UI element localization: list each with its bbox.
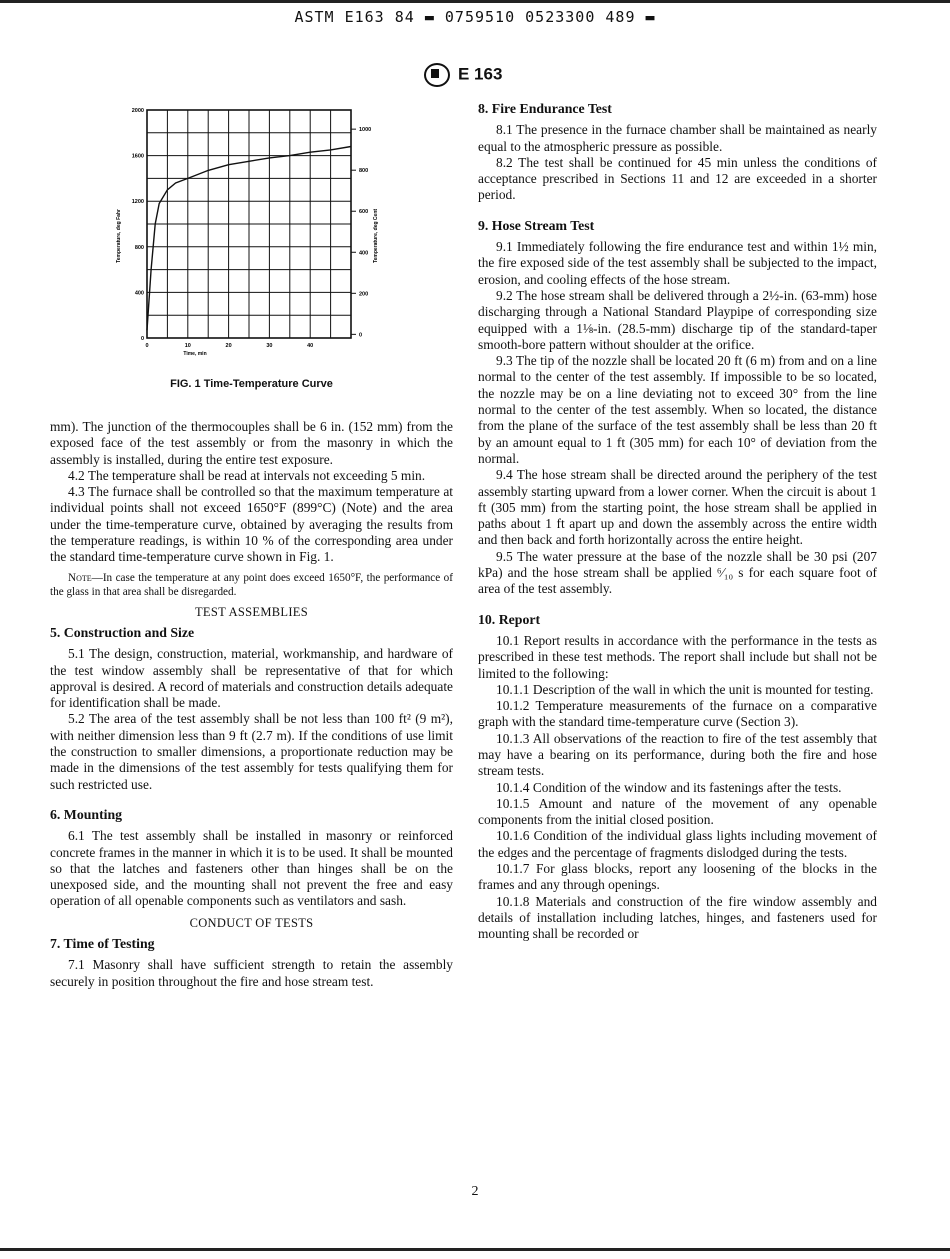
paragraph-8-2: 8.2 The test shall be continued for 45 min unless the conditions of acceptance prescribed in Sections 11 and 12 are exceeded in a shorter period. [478, 154, 877, 203]
scan-bottom-edge [0, 1248, 950, 1251]
astm-seal-icon [424, 63, 450, 87]
heading-5: 5. Construction and Size [50, 624, 195, 640]
paragraph-5-1: 5.1 The design, construction, material, workmanship, and hardware of the test window assembly shall be representative of that for which approval is desired. A record of materials and construction details adequate for identification shall be made. [50, 646, 453, 711]
running-head-text: ASTM E163 84 ▬ 0759510 0523300 489 ▬ [294, 8, 656, 26]
heading-10: 10. Report [478, 611, 541, 627]
heading-6: 6. Mounting [50, 806, 123, 822]
y-tick-label: 2000 [131, 108, 144, 114]
right-column [478, 101, 877, 943]
paragraph-9-4: 9.4 The hose stream shall be directed around the periphery of the test assembly starting upward from a lower corner. When the circuit is about 1 ft (305 mm) from the starting point, the hose stream shall be applied in paths about 1 ft apart up and down the assembly across the entire width and then back and forth horizontally across the entire height. [478, 467, 877, 548]
paragraph-4-2: 4.2 The temperature shall be read at intervals not exceeding 5 min. [68, 467, 426, 483]
paragraph-9-5: 9.5 The water pressure at the base of the nozzle shall be 30 psi (207 kPa) and the hose stream shall be applied ⁶⁄₁₀ s for each square foot of area of the test assembly. [478, 548, 877, 597]
designation: E 163 [458, 64, 503, 84]
figure-caption-text: FIG. 1 Time-Temperature Curve [170, 378, 333, 390]
section-heading-test-assemblies: TEST ASSEMBLIES [195, 604, 308, 619]
chart-grid [147, 110, 351, 338]
y-tick-label: 400 [134, 290, 144, 297]
left-column [50, 419, 453, 990]
y-tick-label: 800 [134, 244, 144, 251]
y-right-tick-label: 1000 [359, 127, 372, 134]
note-text: —In case the temperature at any point does exceed 1650°F, the performance of the glass in that area shall be disregarded. [50, 571, 453, 598]
x-tick-label: 40 [307, 343, 314, 349]
y-right-tick-label: 0 [359, 332, 363, 339]
page-number-text: 2 [471, 1184, 479, 1199]
time-temperature-chart [50, 103, 453, 403]
paragraph-9-3: 9.3 The tip of the nozzle shall be located 20 ft (6 m) from and on a line normal to the center of the test assembly. If impossible to be so located, the nozzle may be on a line deviating not to exceed 30° from the line normal to the center of the test assembly. When so located, the distance from the plane of the surface of the test assembly shall be less than 20 ft by an amount equal to 1 ft (305 mm) for each 10° of deviation from the normal. [478, 353, 877, 466]
x-tick-labels [145, 343, 313, 349]
x-tick-label: 30 [266, 343, 273, 349]
y-right-tick-label: 400 [359, 250, 369, 257]
paragraph-10-1-4: 10.1.4 Condition of the window and its fastenings after the tests. [496, 779, 842, 795]
paragraph-4-3: 4.3 The furnace shall be controlled so that the maximum temperature at individual points shall not exceed 1650°F (899°C) (Note) and the area under the time-temperature curve, obtained by averaging the results from the temperature readings, is within 10 % of the corresponding area under the standard time-temperature curve shown in Fig. 1. [50, 484, 453, 565]
x-axis-label: Time, min [183, 351, 207, 357]
page-number [0, 1184, 950, 1200]
scan-top-edge [0, 0, 950, 3]
y-right-tick-label: 600 [359, 209, 369, 216]
y-tick-label: 0 [140, 336, 144, 342]
y-tick-labels [132, 108, 144, 342]
y-right-axis-label: Temperature, deg Cent [373, 208, 379, 264]
y-tick-label: 1200 [131, 199, 144, 206]
paragraph-9-1: 9.1 Immediately following the fire endurance test and within 1½ min, the fire exposed side of the test assembly shall be subjected to the impact, erosion, and cooling effects of the hose stream. [478, 239, 877, 287]
heading-8: 8. Fire Endurance Test [478, 101, 612, 116]
astm-logo [424, 63, 502, 87]
y-right-tick-label: 800 [359, 168, 369, 175]
x-tick-label: 10 [184, 343, 191, 349]
paragraph-10-1-6: 10.1.6 Condition of the individual glass lights including movement of the edges and the percentage of fragments dislodged during the tests. [478, 828, 877, 860]
paragraph-10-1-3: 10.1.3 All observations of the reaction to fire of the test assembly that may have a bearing on its performance, during both the fire and hose stream tests. [478, 730, 877, 779]
heading-9: 9. Hose Stream Test [478, 217, 595, 233]
note-label: Note [68, 571, 92, 584]
paragraph-10-1-1: 10.1.1 Description of the wall in which the unit is mounted for testing. [496, 681, 874, 697]
x-tick-label: 20 [225, 343, 232, 349]
figure-caption [50, 378, 453, 390]
note [50, 571, 453, 599]
y-right-tick-labels [351, 127, 371, 338]
paragraph-5-2: 5.2 The area of the test assembly shall be not less than 100 ft² (9 m²), with neither dimension less than 9 ft (2.7 m). If the conditions of use limit the construction to smaller dimensions, a proportionate reduction may be made in the dimensions of the test assembly for tests qualifying them for such restricted use. [50, 711, 453, 792]
x-tick-label: 0 [145, 343, 149, 349]
paragraph-10-1-8: 10.1.8 Materials and construction of the fire window assembly and details of installation including latches, hinges, and fasteners used for mounting shall be recorded or [478, 893, 877, 942]
paragraph-8-1: 8.1 The presence in the furnace chamber shall be maintained as nearly equal to the atmospheric pressure as possible. [478, 122, 877, 154]
y-right-tick-label: 200 [359, 291, 369, 298]
section-heading-conduct: CONDUCT OF TESTS [189, 915, 314, 930]
paragraph-10-1: 10.1 Report results in accordance with the performance in the tests as prescribed in these test methods. The report shall include but shall not be limited to the following: [478, 632, 877, 681]
y-axis-label: Temperature, deg Fahr [116, 209, 122, 263]
paragraph-4-1-cont: mm). The junction of the thermocouples shall be 6 in. (152 mm) from the exposed face of the test assembly or from the masonry in which the assembly is installed, during the entire test exposure. [50, 419, 453, 467]
paragraph-10-1-2: 10.1.2 Temperature measurements of the furnace on a comparative graph with the standard time-temperature curve (Section 3). [478, 698, 877, 730]
paragraph-9-2: 9.2 The hose stream shall be delivered through a 2½-in. (63-mm) hose discharging through a National Standard Playpipe of corresponding size equipped with a 1⅛-in. (28.5-mm) discharge tip of the standard-taper smooth-bore pattern without shoulder at the orifice. [478, 287, 877, 352]
paragraph-7-1: 7.1 Masonry shall have sufficient strength to retain the assembly securely in position throughout the fire and hose stream test. [50, 957, 453, 989]
paragraph-10-1-7: 10.1.7 For glass blocks, report any loosening of the blocks in the frames and any through openings. [478, 861, 877, 893]
paragraph-10-1-5: 10.1.5 Amount and nature of the movement of any openable components from the initial closed position. [478, 795, 877, 828]
y-tick-label: 1600 [131, 153, 144, 160]
running-head [0, 8, 950, 26]
heading-7: 7. Time of Testing [50, 936, 155, 952]
paragraph-6-1: 6.1 The test assembly shall be installed in masonry or reinforced concrete frames in the manner in which it is to be used. It shall be mounted so that the latches and fasteners other than hinges shall be on the unexposed side, and the mounting shall not prevent the free and easy operation of all openable components such as ventilators and sash. [50, 828, 453, 909]
